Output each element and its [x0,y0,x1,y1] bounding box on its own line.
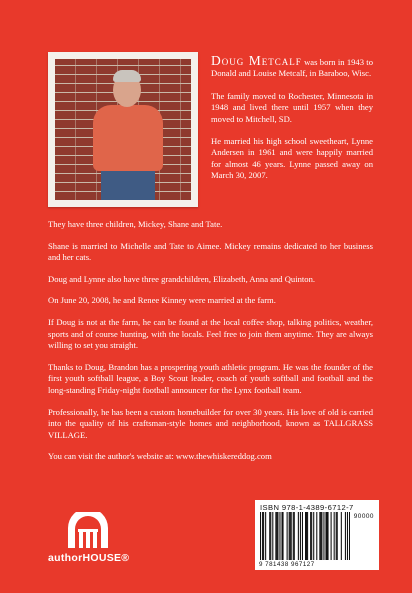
bio-paragraph: They have three children, Mickey, Shane and Tate. [48,219,223,229]
author-photo-frame [48,52,198,207]
author-photo [55,59,191,200]
bio-paragraph: Shane is married to Michelle and Tate to Aimee. Mickey remains dedicated to her business and her cats. [48,240,373,263]
bio-paragraph: Thanks to Doug, Brandon has a prospering youth athletic program. He was the founder of the first youth softball league, a Boy Scout leader, coach of youth softball and football and the long-standing Friday-night football announcer for the Lynx football team. [48,361,373,395]
price-code: 90000 [353,513,374,520]
bio-intro: Doug Metcalf was born in 1943 to Donald and Louise Metcalf, in Baraboo, Wisc. [211,53,373,79]
barcode-bars [260,512,350,560]
bio-paragraph: Professionally, he has been a custom homebuilder for over 30 years. His love of old is carried into the quality of his craftsman-style homes and neighborhood, known as TALLGRASS VILLAGE. [48,406,373,440]
authorhouse-logo-icon [63,512,113,550]
author-name: Doug Metcalf [211,53,302,68]
bio-paragraph: If Doug is not at the farm, he can be found at the local coffee shop, talking politics, weather, sports and of course hunting, with the locals. Feel free to join them anytime. They are always willing to set you straight. [48,316,373,351]
bio-main [48,219,373,473]
bio-paragraph: Doug and Lynne also have three grandchildren, Elizabeth, Anna and Quinton. [48,273,316,284]
barcode-digits: 9 781438 967127 [259,561,315,568]
isbn-barcode [255,500,379,570]
publisher-logo [48,512,128,564]
publisher-name: authorHOUSE® [48,552,130,564]
bio-paragraph: He married his high school sweetheart, Lynne Andersen in 1961 and were happily married for almost 46 years. Lynne passed away on March 30, 2007. [211,136,373,181]
isbn-label: ISBN 978-1-4389-6712-7 [260,503,354,512]
bio-paragraph: The family moved to Rochester, Minnesota in 1948 and lived there until 1957 when they moved to Mitchell, SD. [211,90,373,124]
bio-top [211,55,373,193]
author-website: You can visit the author's website at: www.thewhiskereddog.com [48,451,272,462]
bio-paragraph: On June 20, 2008, he and Renee Kinney were married at the farm. [48,295,276,306]
